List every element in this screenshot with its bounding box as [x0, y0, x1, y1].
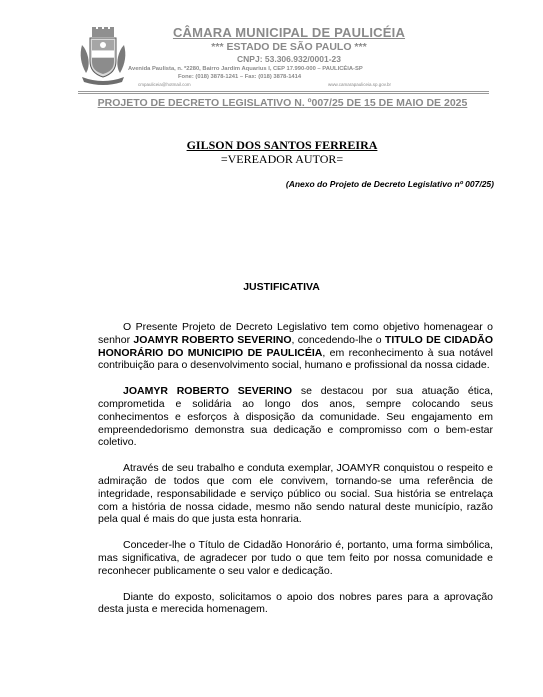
org-name: CÂMARA MUNICIPAL DE PAULICÉIA [172, 25, 406, 40]
paragraph-3: Através de seu trabalho e conduta exemplar, JOAMYR conquistou o respeito e admiração de todos que com ele convivem, tornando-se uma referência de integridade, responsabilidade e serviço público ou social. Sua história se entrelaça com a história de nossa cidade, mesmo não sendo natural deste município, razão pela qual é mais do que justa esta honraria. [98, 462, 493, 526]
divider-bottom [78, 93, 489, 94]
author-role: =VEREADOR AUTOR= [220, 152, 344, 166]
project-title: PROJETO DE DECRETO LEGISLATIVO N. º007/25 DE 15 DE MAIO DE 2025 [97, 97, 468, 109]
author-name: GILSON DOS SANTOS FERREIRA [186, 138, 378, 152]
phone-line: Fone: (018) 3878-1241 – Fax: (018) 3878-1414 [178, 74, 302, 80]
email-text: cmpauliceia@hotmail.com [138, 82, 191, 87]
justification-body [98, 321, 493, 629]
address-line: Avenida Paulista, n. º2280, Bairro Jardim Aquarius I, CEP 17.990-000 – PAULICÉIA-SP [128, 66, 363, 72]
municipal-coat-of-arms-icon [78, 27, 128, 87]
divider-top [78, 91, 489, 92]
paragraph-1: O Presente Projeto de Decreto Legislativo tem como objetivo homenagear o senhor JOAMYR ROBERTO SEVERINO, concedendo-lhe o TITULO DE CIDADÃO HONORÁRIO DO MUNICIPIO DE PAULICÉIA, em reconhecimento à sua notável contribuição para o desenvolvimento social, humano e profissional da nossa cidade. [98, 321, 493, 372]
website-text: www.camarapauliceia.sp.gov.br [328, 82, 391, 87]
cnpj-line: CNPJ: 53.306.932/0001-23 [237, 54, 341, 64]
paragraph-2: JOAMYR ROBERTO SEVERINO se destacou por sua atuação ética, comprometida e solidária ao longo dos anos, sempre colocando seus conhecimentos e esforços à disposição da comunidade. Seu engajamento em empreendedorismo demonstra sua dedicação e compromisso com o bem-estar coletivo. [98, 385, 493, 449]
state-line: *** ESTADO DE SÃO PAULO *** [211, 41, 367, 53]
contact-line [138, 82, 438, 87]
section-heading: JUSTIFICATIVA [243, 281, 320, 293]
letterhead [0, 0, 543, 100]
paragraph-5: Diante do exposto, solicitamos o apoio dos nobres pares para a aprovação desta justa e merecida homenagem. [98, 590, 493, 616]
letterhead-text [124, 25, 454, 65]
paragraph-4: Conceder-lhe o Título de Cidadão Honorário é, portanto, uma forma simbólica, mas significativa, de agradecer por tudo o que tem feito por nossa comunidade e reconhecer publicamente o seu valor e dedicação. [98, 539, 493, 577]
annex-note: (Anexo do Projeto de Decreto Legislativo nº 007/25) [285, 179, 494, 189]
